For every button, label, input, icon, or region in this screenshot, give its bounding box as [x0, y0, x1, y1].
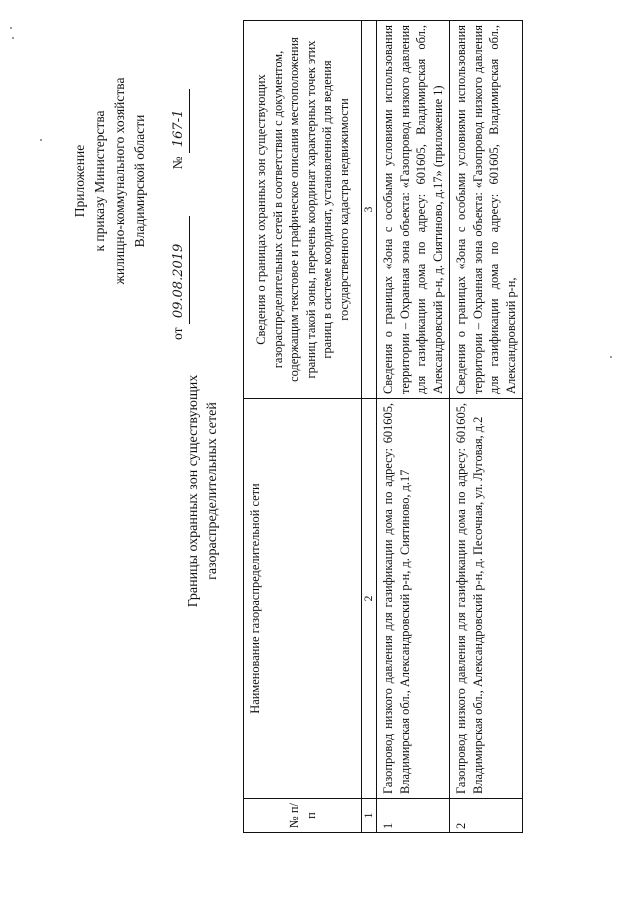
date-prefix: от — [170, 327, 185, 340]
appendix-ministry: жилищно-коммунального хозяйства — [112, 77, 127, 285]
order-date: 09.08.2019 — [169, 216, 190, 324]
scan-speck — [10, 27, 12, 29]
row-boundary-info: Сведения о границах «Зона с особыми условиями использования территории – Охранная зона объекта: «Газопровод низкого давления для газификации дома по адресу: 601605, Владимирская обл., Александровский р-н, д. Сиятиново, д.17» (приложение 1) — [377, 21, 450, 399]
scan-speck — [40, 139, 42, 141]
title-line-2: газораспределительных сетей — [205, 402, 220, 580]
number-prefix: № — [170, 156, 185, 170]
header-index: № п/п — [244, 799, 362, 833]
row-index: 1 — [377, 799, 450, 833]
column-number: 2 — [362, 399, 377, 799]
title-line-1: Границы охранных зон существующих — [186, 374, 201, 608]
appendix-header — [70, 16, 190, 346]
boundaries-table — [243, 20, 523, 833]
row-index: 2 — [450, 799, 523, 833]
header-network-name: Наименование газораспределительной сети — [244, 399, 362, 799]
row-network-name: Газопровод низкого давления для газификации дома по адресу: 601605, Владимирская обл., Александровский р-н, д. Сиятиново, д.17 — [377, 399, 450, 799]
appendix-region: Владимирской области — [132, 114, 147, 248]
order-date-number — [168, 16, 190, 346]
appendix-order-ref: к приказу Министерства — [92, 110, 107, 252]
column-number-row — [362, 21, 377, 833]
scan-speck — [12, 37, 14, 39]
row-boundary-info: Сведения о границах «Зона с особыми условиями использования территории – Охранная зона объекта: «Газопровод низкого давления для газификации дома по адресу: 601605, Владимирская обл., Александровский р-н, — [450, 21, 523, 399]
scan-speck — [610, 356, 612, 358]
row-network-name: Газопровод низкого давления для газификации дома по адресу: 601605, Владимирская обл., Александровский р-н, д. Песочная, ул. Луговая, д.2 — [450, 399, 523, 799]
table-row — [377, 21, 450, 833]
appendix-title: Приложение — [72, 144, 87, 218]
order-number: 167-1 — [169, 89, 190, 153]
header-boundary-info: Сведения о границах охранных зон существующих газораспределительных сетей в соответствии с документом, содержащим текстовое и графическое описания местоположения границ такой зоны, перечень координат характерных точек этих границ в системе координат, установленной для ведения государственного кадастра недвижимости — [244, 21, 362, 399]
table-header-row — [244, 21, 362, 833]
table-row — [450, 21, 523, 833]
column-number: 3 — [362, 21, 377, 399]
document-title — [184, 311, 222, 671]
column-number: 1 — [362, 799, 377, 833]
